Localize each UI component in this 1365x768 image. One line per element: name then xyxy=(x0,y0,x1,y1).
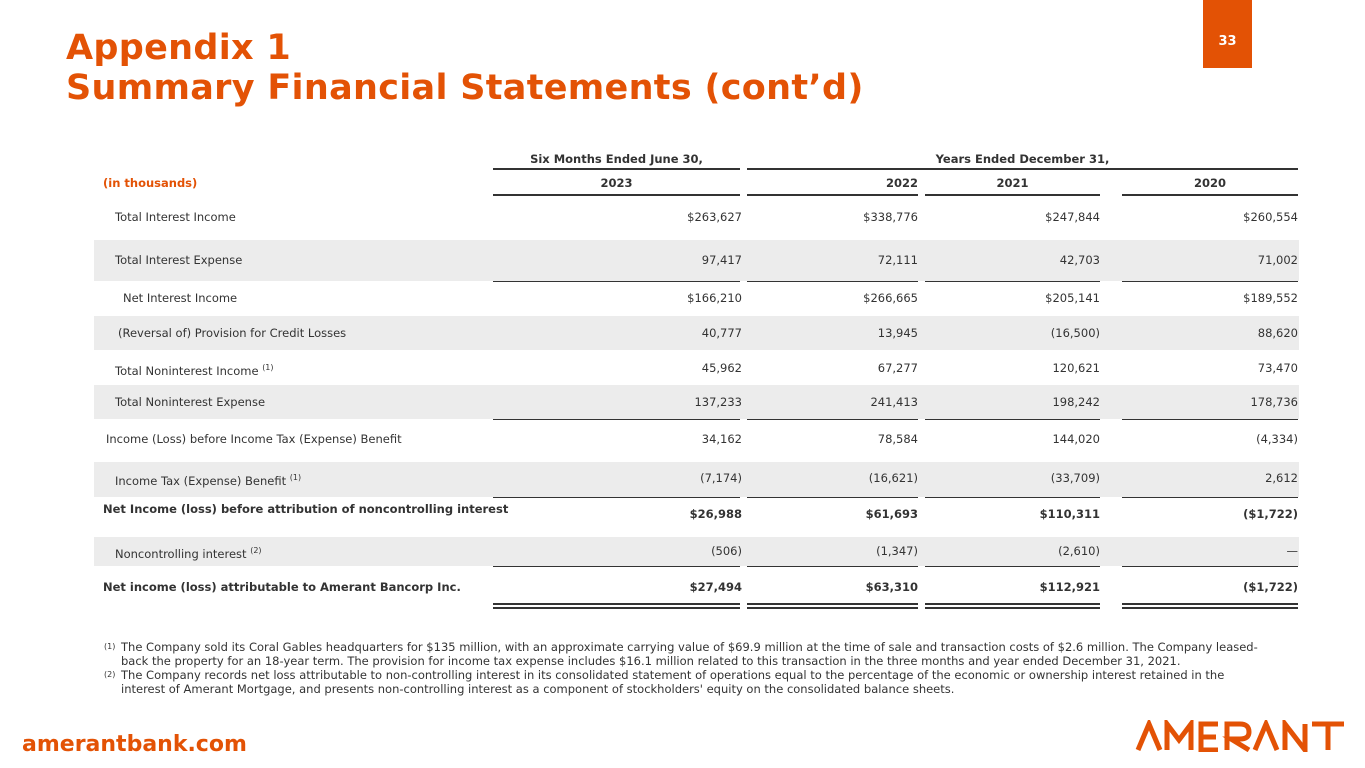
units-label: (in thousands) xyxy=(103,176,198,190)
table-row xyxy=(0,577,1365,597)
row-label-text: Noncontrolling interest xyxy=(115,547,247,561)
column-header-2022: 2022 xyxy=(885,176,918,190)
row-label xyxy=(115,392,265,412)
cell-value: 40,777 xyxy=(701,326,742,340)
table-row xyxy=(0,504,1365,524)
table-row xyxy=(0,288,1365,308)
cell-value: $26,988 xyxy=(689,507,742,521)
group-header-years: Years Ended December 31, xyxy=(935,152,1110,166)
cell-value: (7,174) xyxy=(700,471,742,485)
cell-value: 73,470 xyxy=(1257,361,1298,375)
table-row xyxy=(0,323,1365,343)
row-label xyxy=(118,323,346,343)
table-row xyxy=(0,468,1365,488)
cell-value: $63,310 xyxy=(865,580,918,594)
cell-value: 2,612 xyxy=(1265,471,1298,485)
cell-value: 241,413 xyxy=(870,395,918,409)
row-label xyxy=(115,541,262,564)
row-label xyxy=(115,468,301,491)
cell-value: $266,665 xyxy=(863,291,918,305)
divider xyxy=(747,194,918,196)
row-label-text: Net income (loss) attributable to Amerant Bancorp Inc. xyxy=(103,580,461,594)
row-label-text: Total Noninterest Income xyxy=(115,364,259,378)
table-row xyxy=(0,429,1365,449)
column-header-2023: 2023 xyxy=(600,176,633,190)
cell-value: (16,500) xyxy=(1050,326,1100,340)
divider xyxy=(493,194,740,196)
cell-value: 42,703 xyxy=(1059,253,1100,267)
cell-value: 88,620 xyxy=(1257,326,1298,340)
cell-value: $260,554 xyxy=(1243,210,1298,224)
row-label xyxy=(103,502,509,516)
cell-value: 178,736 xyxy=(1250,395,1298,409)
divider xyxy=(493,168,740,170)
footnote-2: (2) The Company records net loss attributable to non-controlling interest in its consolidated statement of operations equal to the percentage of the economic or ownership interest retained in the interest of Amerant Mortgage, and presents non-controlling interest as a component of stockholders' equity on the consolidated balance sheets. xyxy=(104,668,1225,696)
divider xyxy=(925,194,1100,196)
table-row xyxy=(0,250,1365,270)
cell-value: (33,709) xyxy=(1050,471,1100,485)
row-label xyxy=(115,358,274,381)
page-title: Appendix 1 Summary Financial Statements (cont’d) xyxy=(66,28,864,108)
row-label-text: Total Interest Expense xyxy=(115,253,243,267)
row-label xyxy=(115,250,242,270)
table-row xyxy=(0,541,1365,561)
divider xyxy=(1122,194,1298,196)
divider xyxy=(493,607,740,609)
cell-value: 137,233 xyxy=(694,395,742,409)
cell-value: $189,552 xyxy=(1243,291,1298,305)
cell-value: 97,417 xyxy=(701,253,742,267)
cell-value: 34,162 xyxy=(701,432,742,446)
footnote-ref: (1) xyxy=(262,363,274,372)
cell-value: 45,962 xyxy=(701,361,742,375)
cell-value: (4,334) xyxy=(1256,432,1298,446)
row-label-text: Income Tax (Expense) Benefit xyxy=(115,474,287,488)
divider xyxy=(747,168,1298,170)
cell-value: $61,693 xyxy=(865,507,918,521)
row-label-text: Total Noninterest Expense xyxy=(115,395,266,409)
cell-value: 72,111 xyxy=(877,253,918,267)
cell-value: $338,776 xyxy=(863,210,918,224)
cell-value: 198,242 xyxy=(1052,395,1100,409)
cell-value: (16,621) xyxy=(868,471,918,485)
cell-value: ($1,722) xyxy=(1243,507,1298,521)
cell-value: 120,621 xyxy=(1052,361,1100,375)
divider xyxy=(1122,603,1298,605)
cell-value: 71,002 xyxy=(1257,253,1298,267)
cell-value: $263,627 xyxy=(687,210,742,224)
footnote-ref: (2) xyxy=(250,546,262,555)
cell-value: 13,945 xyxy=(877,326,918,340)
row-label-text: Net Interest Income xyxy=(123,291,238,305)
cell-value: (1,347) xyxy=(876,544,918,558)
cell-value: $205,141 xyxy=(1045,291,1100,305)
cell-value: — xyxy=(1286,544,1298,558)
footer-website: amerantbank.com xyxy=(22,732,247,757)
group-header-six-months: Six Months Ended June 30, xyxy=(530,152,703,166)
amerant-logo xyxy=(1135,720,1347,756)
cell-value: (506) xyxy=(711,544,742,558)
page-number: 33 xyxy=(1203,0,1252,68)
divider xyxy=(925,603,1100,605)
cell-value: 78,584 xyxy=(877,432,918,446)
cell-value: $110,311 xyxy=(1039,507,1100,521)
row-label-text: Total Interest Income xyxy=(115,210,236,224)
row-label-text: Income (Loss) before Income Tax (Expense) Benefit xyxy=(106,432,402,446)
row-label-text: (Reversal of) Provision for Credit Losses xyxy=(118,326,347,340)
row-label xyxy=(103,577,461,597)
row-label-text: Net Income (loss) before attribution of noncontrolling interest xyxy=(103,502,509,516)
row-label xyxy=(123,288,237,308)
table-row xyxy=(0,358,1365,378)
table-row xyxy=(0,207,1365,227)
divider xyxy=(1122,607,1298,609)
divider xyxy=(925,607,1100,609)
cell-value: $247,844 xyxy=(1045,210,1100,224)
column-header-2020: 2020 xyxy=(1193,176,1226,190)
cell-value: $27,494 xyxy=(689,580,742,594)
column-header-2021: 2021 xyxy=(996,176,1029,190)
divider xyxy=(493,603,740,605)
footnote-ref: (1) xyxy=(289,473,302,482)
row-label xyxy=(106,429,402,449)
cell-value: (2,610) xyxy=(1058,544,1100,558)
table-row xyxy=(0,392,1365,412)
footnote-1: (1) The Company sold its Coral Gables headquarters for $135 million, with an approximate carrying value of $69.9 million at the time of sale and transaction costs of $2.6 million. The Company leased-back the property for an 18-year term. The provision for income tax expense includes $16.1 million related to this transaction in the three months and year ended December 31, 2021. xyxy=(104,640,1258,668)
cell-value: ($1,722) xyxy=(1243,580,1298,594)
cell-value: 67,277 xyxy=(877,361,918,375)
row-label xyxy=(115,207,236,227)
cell-value: $166,210 xyxy=(687,291,742,305)
cell-value: $112,921 xyxy=(1039,580,1100,594)
divider xyxy=(747,603,918,605)
cell-value: 144,020 xyxy=(1052,432,1100,446)
divider xyxy=(747,607,918,609)
